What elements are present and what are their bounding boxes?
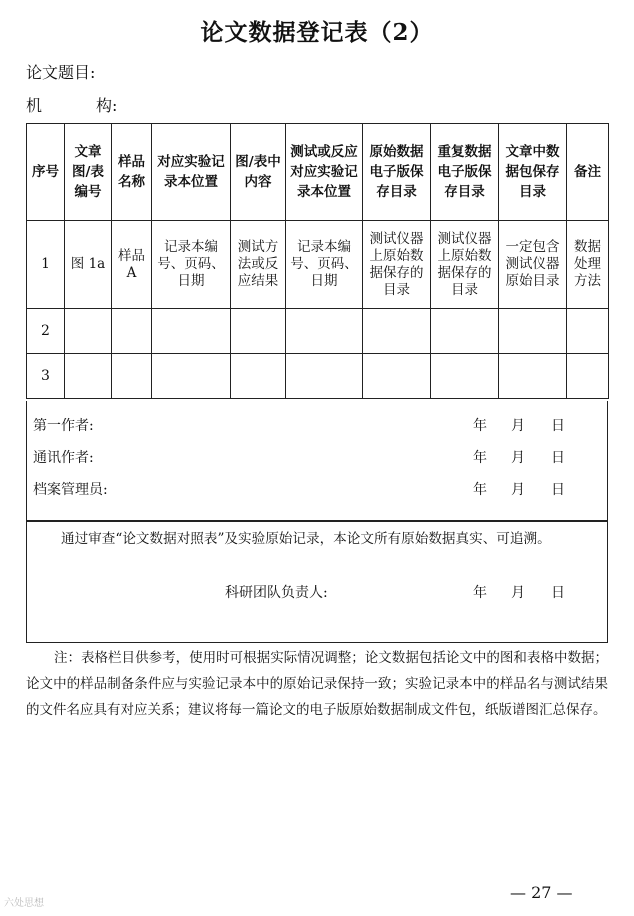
header-index: 序号 — [27, 124, 65, 221]
table-cell: 记录本编号、页码、日期 — [152, 221, 231, 309]
watermark: 六处思想 — [4, 898, 44, 909]
table-cell — [567, 354, 609, 399]
table-cell: 数据处理方法 — [567, 221, 609, 309]
year-label: 年 — [473, 450, 487, 466]
table-cell — [363, 309, 431, 354]
table-cell — [231, 309, 286, 354]
header-repeat-data-dir: 重复数据电子版保存目录 — [431, 124, 499, 221]
page-number: — 27 — — [510, 883, 573, 902]
month-label: 月 — [511, 418, 525, 434]
table-cell — [231, 354, 286, 399]
table-cell: 测试仪器上原始数据保存的目录 — [363, 221, 431, 309]
table-cell — [499, 309, 567, 354]
archivist-date — [473, 479, 565, 499]
header-remarks: 备注 — [567, 124, 609, 221]
table-cell — [112, 354, 152, 399]
corresponding-author-date — [473, 447, 565, 467]
month-label: 月 — [511, 585, 525, 601]
table-header-row — [27, 124, 609, 221]
day-label: 日 — [551, 450, 565, 466]
header-test-location: 测试或反应对应实验记录本位置 — [286, 124, 363, 221]
first-author-date — [473, 415, 565, 435]
footnote: 注：表格栏目供参考，使用时可根据实际情况调整；论文数据包括论文中的图和表格中数据；论文中的样品制备条件应与实验记录本中的原始记录保持一致；实验记录本中的样品名与测试结果的文件名应具有对应关系；建议将每一篇论文的电子版原始数据制成文件包，纸版谱图汇总保存。 — [26, 650, 608, 718]
table-cell — [286, 309, 363, 354]
table-cell: 记录本编号、页码、日期 — [286, 221, 363, 309]
page-title: 论文数据登记表（2） — [200, 19, 434, 46]
team-leader-date — [473, 582, 565, 602]
corresponding-author-label: 通讯作者: — [33, 450, 94, 466]
table-cell — [152, 309, 231, 354]
table-row — [27, 309, 609, 354]
table-cell — [499, 354, 567, 399]
signature-section — [26, 401, 608, 521]
table-cell — [363, 354, 431, 399]
review-statement: 通过审查“论文数据对照表”及实验原始记录，本论文所有原始数据真实、可追溯。 — [61, 531, 551, 547]
table-cell: 图 1a — [65, 221, 112, 309]
table-cell — [65, 309, 112, 354]
table-cell — [286, 354, 363, 399]
institution-label-a: 机 — [26, 96, 43, 115]
year-label: 年 — [473, 418, 487, 434]
table-cell: 样品A — [112, 221, 152, 309]
year-label: 年 — [473, 585, 487, 601]
first-author-label: 第一作者: — [33, 418, 94, 434]
table-cell: 一定包含测试仪器原始目录 — [499, 221, 567, 309]
header-figure-content: 图/表中内容 — [231, 124, 286, 221]
team-leader-label: 科研团队负责人: — [225, 585, 328, 601]
archivist-label: 档案管理员: — [33, 482, 108, 498]
table-cell — [567, 309, 609, 354]
table-cell — [112, 309, 152, 354]
header-raw-data-dir: 原始数据电子版保存目录 — [363, 124, 431, 221]
table-row — [27, 221, 609, 309]
table-cell: 1 — [27, 221, 65, 309]
institution-label-b: 构: — [96, 96, 118, 115]
thesis-title-label: 论文题目: — [26, 63, 96, 82]
table-cell: 测试仪器上原始数据保存的目录 — [431, 221, 499, 309]
header-package-dir: 文章中数据包保存目录 — [499, 124, 567, 221]
day-label: 日 — [551, 585, 565, 601]
data-registration-table — [26, 123, 609, 399]
table-row — [27, 354, 609, 399]
institution-field — [26, 93, 117, 116]
table-cell — [152, 354, 231, 399]
day-label: 日 — [551, 418, 565, 434]
table-cell — [431, 354, 499, 399]
table-cell — [65, 354, 112, 399]
header-figure-number: 文章图/表编号 — [65, 124, 112, 221]
month-label: 月 — [511, 482, 525, 498]
table-cell — [431, 309, 499, 354]
review-section — [26, 521, 608, 643]
header-sample-name: 样品名称 — [112, 124, 152, 221]
table-cell: 测试方法或反应结果 — [231, 221, 286, 309]
thesis-title-field — [26, 60, 95, 83]
table-cell: 3 — [27, 354, 65, 399]
table-cell: 2 — [27, 309, 65, 354]
header-notebook-location: 对应实验记录本位置 — [152, 124, 231, 221]
day-label: 日 — [551, 482, 565, 498]
month-label: 月 — [511, 450, 525, 466]
year-label: 年 — [473, 482, 487, 498]
